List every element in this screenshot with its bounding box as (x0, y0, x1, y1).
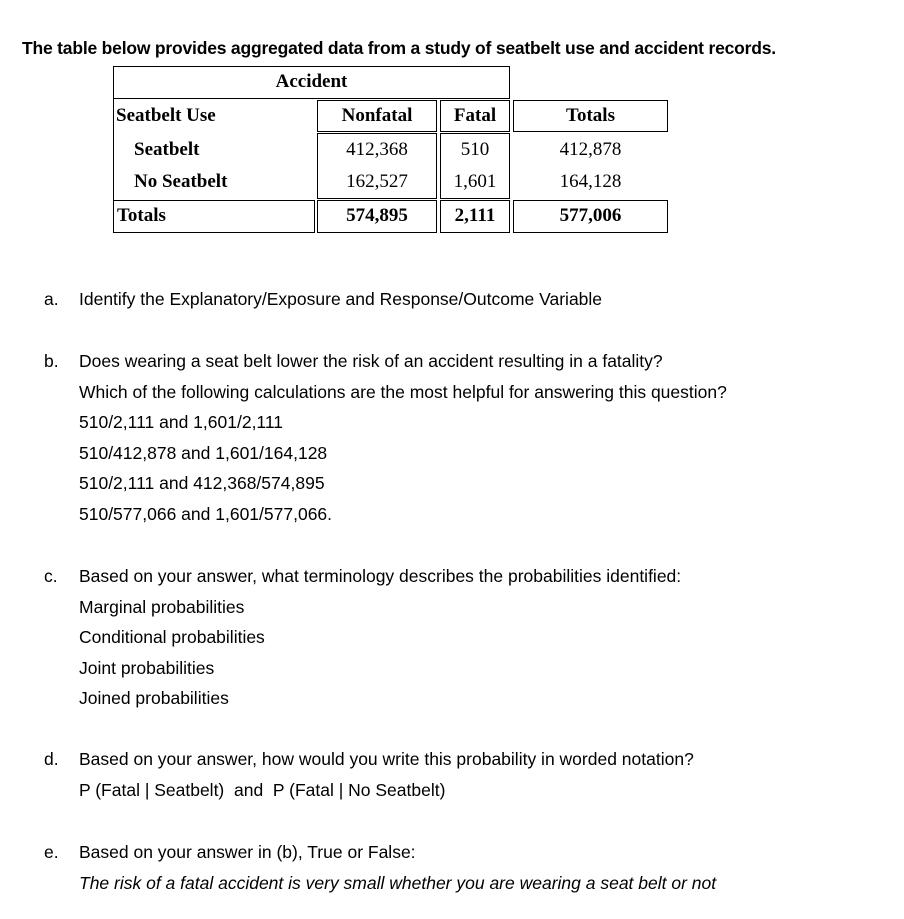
fatal-header: Fatal (453, 105, 497, 126)
totals-nonfatal-value: 574,895 (346, 205, 408, 226)
question-e-letter: e. (44, 842, 59, 862)
row-label-seatbelt: Seatbelt (134, 139, 200, 160)
question-b-prompt: Which of the following calculations are the most helpful for answering this question? (79, 381, 727, 402)
seatbelt-fatal-value: 510 (460, 139, 490, 160)
question-b-option: 510/2,111 and 1,601/2,111 (79, 412, 284, 432)
question-b-option: 510/577,066 and 1,601/577,066. (79, 503, 333, 524)
question-c-option: Joint probabilities (79, 657, 215, 678)
left-rule (113, 99, 114, 200)
intro-heading: The table below provides aggregated data from a study of seatbelt use and accident records. (22, 38, 776, 58)
question-a-letter: a. (44, 289, 59, 309)
question-e-text: Based on your answer in (b), True or False: (79, 842, 416, 862)
question-c-option: Conditional probabilities (79, 627, 265, 647)
question-d-answer: P (Fatal | Seatbelt) and P (Fatal | No Seatbelt) (79, 779, 446, 800)
question-c-text: Based on your answer, what terminology describes the probabilities identified: (79, 566, 682, 586)
nonfatal-header: Nonfatal (341, 105, 413, 126)
seatbelt-use-header: Seatbelt Use (116, 105, 216, 126)
question-c-option: Marginal probabilities (79, 596, 245, 617)
seatbelt-total-value: 412,878 (559, 139, 622, 160)
accident-header: Accident (275, 71, 348, 92)
totals-fatal-value: 2,111 (454, 205, 496, 226)
question-e-statement: The risk of a fatal accident is very small whether you are wearing a seat belt or not (79, 872, 717, 893)
row-label-no-seatbelt: No Seatbelt (134, 171, 228, 192)
question-b-letter: b. (44, 351, 59, 371)
question-d-text: Based on your answer, how would you write this probability in worded notation? (79, 749, 694, 769)
question-c-option: Joined probabilities (79, 688, 229, 708)
no-seatbelt-nonfatal-value: 162,527 (346, 171, 408, 192)
totals-total-value: 577,006 (559, 205, 622, 226)
question-c-letter: c. (44, 566, 58, 586)
question-b-text: Does wearing a seat belt lower the risk of an accident resulting in a fatality? (79, 351, 663, 371)
question-b-option: 510/412,878 and 1,601/164,128 (79, 442, 328, 463)
no-seatbelt-fatal-value: 1,601 (453, 171, 497, 192)
seatbelt-table (0, 0, 904, 260)
question-b-option: 510/2,111 and 412,368/574,895 (79, 473, 325, 493)
question-a-text: Identify the Explanatory/Exposure and Response/Outcome Variable (79, 289, 603, 309)
row-label-totals: Totals (117, 205, 166, 226)
seatbelt-nonfatal-value: 412,368 (346, 139, 408, 160)
no-seatbelt-total-value: 164,128 (559, 171, 622, 192)
question-d-letter: d. (44, 749, 59, 769)
totals-header: Totals (566, 105, 615, 126)
